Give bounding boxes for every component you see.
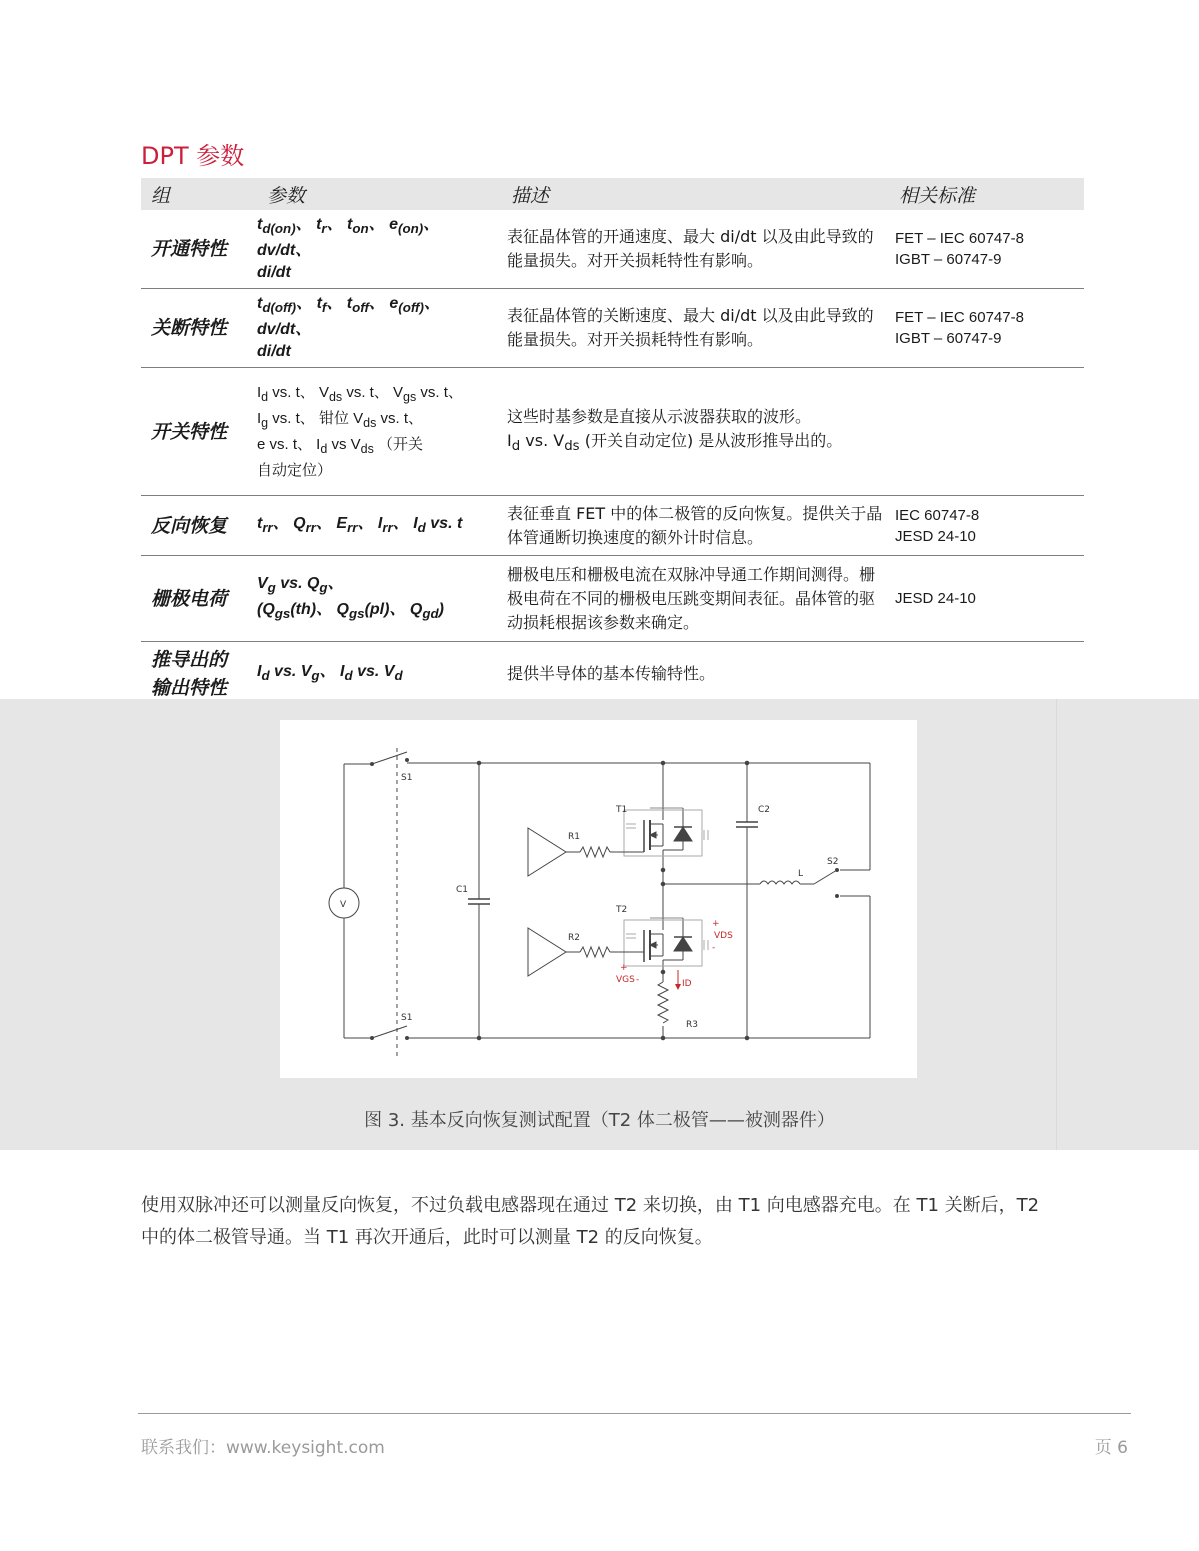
gate-driver-1	[528, 828, 566, 876]
header-description: 描述	[501, 178, 889, 210]
r3-label: R3	[686, 1020, 698, 1030]
vds-label: VDS	[714, 931, 733, 941]
body-paragraph: 使用双脉冲还可以测量反向恢复，不过负载电感器现在通过 T2 来切换，由 T1 向电感器充电。在 T1 关断后，T2 中的体二极管导通。当 T1 再次开通后，此时可以测量 T2 的反向恢复。	[141, 1195, 1040, 1248]
row-group: 关断特性	[141, 289, 257, 368]
table-row	[141, 210, 1084, 289]
transistor-t2	[624, 918, 708, 966]
row-group: 开通特性	[141, 210, 257, 289]
row-standards: FET – IEC 60747-8 IGBT – 60747-9	[889, 289, 1084, 368]
switch-s1-top	[372, 752, 407, 764]
row-standards	[889, 368, 1084, 496]
header-group: 组	[141, 178, 257, 210]
dpt-parameters-table	[141, 178, 1084, 708]
c1-label: C1	[456, 885, 469, 895]
id-label: ID	[682, 979, 692, 989]
row-group: 反向恢复	[141, 496, 257, 556]
row-description: 表征垂直 FET 中的体二极管的反向恢复。提供关于晶体管通断切换速度的额外计时信息。	[501, 496, 889, 556]
row-standards	[889, 642, 1084, 708]
voltage-source-label: V	[340, 900, 347, 910]
transistor-t1	[624, 808, 708, 856]
c2-label: C2	[758, 805, 771, 815]
figure-caption: 图 3. 基本反向恢复测试配置（T2 体二极管——被测器件）	[364, 1110, 835, 1131]
table-row	[141, 556, 1084, 642]
row-description: 提供半导体的基本传输特性。	[501, 642, 889, 708]
figure-band	[0, 699, 1199, 1150]
row-description: 表征晶体管的关断速度、最大 di/dt 以及由此导致的能量损失。对开关损耗特性有影响。	[501, 289, 889, 368]
row-parameters: $t_{d(off)}$、 $t_f$、 $t_{off}$、 $e_{(off)}$、 dv/dt、 di/dt	[257, 289, 501, 368]
row-parameters: $t_{rr}$、 $Q_{rr}$、 $E_{rr}$、 $I_{rr}$、 $I_d$ vs. t	[257, 496, 501, 556]
table-row	[141, 289, 1084, 368]
header-standards: 相关标准	[889, 178, 1084, 210]
row-description: 这些时基参数是直接从示波器获取的波形。 $I_d$ vs. $V_{ds}$ (开关自动定位) 是从波形推导出的。	[501, 368, 889, 496]
r2-label: R2	[568, 933, 580, 943]
footer-divider	[138, 1413, 1131, 1414]
row-parameters: $t_{d(on)}$、 $t_r$、 $t_{on}$、 $e_{(on)}$、 dv/dt、 di/dt	[257, 210, 501, 289]
s1-top-label: S1	[401, 773, 413, 783]
row-parameters: $V_g$ vs. $Q_g$、 ($Q_{gs}(th)$、 $Q_{gs}(pl)$、 $Q_{gd}$)	[257, 556, 501, 642]
vgs-plus: +	[620, 963, 628, 973]
l-label: L	[798, 869, 804, 879]
t1-label: T1	[616, 805, 628, 815]
row-group: 开关特性	[141, 368, 257, 496]
row-parameters: $I_d$ vs. $V_g$、 $I_d$ vs. $V_d$	[257, 642, 501, 708]
vgs-minus: -	[636, 975, 640, 985]
resistor-r3	[658, 982, 668, 1023]
row-description: 表征晶体管的开通速度、最大 di/dt 以及由此导致的能量损失。对开关损耗特性有影响。	[501, 210, 889, 289]
inductor-l	[760, 881, 800, 884]
table-body	[141, 210, 1084, 707]
page-number: 页 6	[1094, 1438, 1128, 1458]
s2-label: S2	[827, 857, 839, 867]
s1-bottom-label: S1	[401, 1013, 413, 1023]
vds-plus: +	[712, 919, 720, 929]
footer-contact: 联系我们：www.keysight.com	[141, 1438, 385, 1458]
band-divider	[1056, 699, 1057, 1150]
table-header-row	[141, 178, 1084, 210]
gate-driver-2	[528, 928, 566, 976]
t2-label: T2	[616, 905, 628, 915]
resistor-r2	[580, 947, 610, 957]
reverse-recovery-circuit-diagram	[280, 720, 917, 1078]
header-parameters: 参数	[257, 178, 501, 210]
section-title: DPT 参数	[141, 142, 245, 170]
table-row	[141, 368, 1084, 496]
vds-minus: -	[712, 943, 716, 953]
r1-label: R1	[568, 832, 580, 842]
row-group: 推导出的 输出特性	[141, 642, 257, 708]
row-standards: IEC 60747-8 JESD 24-10	[889, 496, 1084, 556]
switch-s2	[814, 870, 837, 884]
row-parameters: $I_d$ vs. t、 $V_{ds}$ vs. t、 $V_{gs}$ vs. t、 $I_g$ vs. t、 钳位 $V_{ds}$ vs. t、 e vs. t、 $I_d$ vs $V_{ds}$ （开关 自动定位）	[257, 368, 501, 496]
switch-s1-bottom	[372, 1026, 407, 1038]
table-row	[141, 642, 1084, 708]
row-group: 栅极电荷	[141, 556, 257, 642]
table-row	[141, 496, 1084, 556]
figure-box	[280, 720, 917, 1078]
vgs-label: VGS	[616, 975, 635, 985]
row-standards: FET – IEC 60747-8 IGBT – 60747-9	[889, 210, 1084, 289]
resistor-r1	[580, 847, 610, 857]
row-description: 栅极电压和栅极电流在双脉冲导通工作期间测得。栅极电荷在不同的栅极电压跳变期间表征。晶体管的驱动损耗根据该参数来确定。	[501, 556, 889, 642]
row-standards: JESD 24-10	[889, 556, 1084, 642]
